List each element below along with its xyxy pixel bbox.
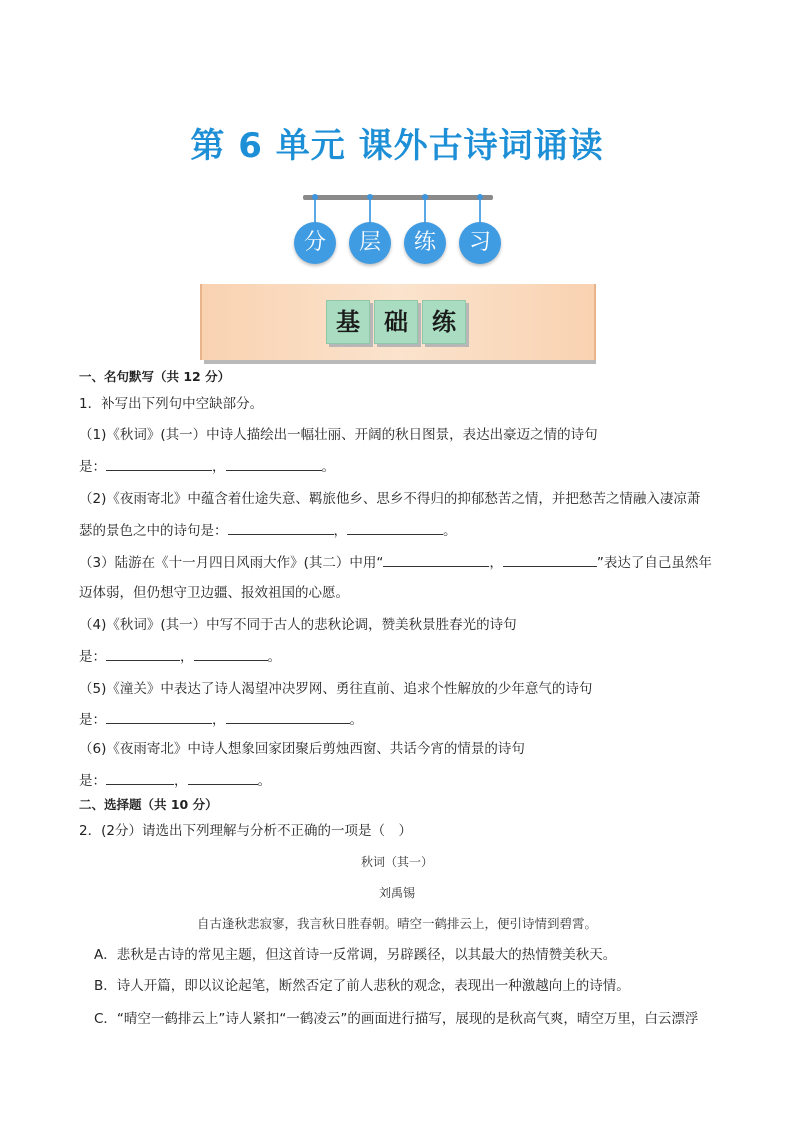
answer-blank[interactable] <box>228 521 334 535</box>
answer-blank[interactable] <box>503 553 597 567</box>
answer-blank[interactable] <box>194 647 268 661</box>
hanging-pin <box>479 197 481 223</box>
option-a: A．悲秋是古诗的常见主题，但这首诗一反常调，另辟蹊径，以其最大的热情赞美秋天。 <box>94 947 617 963</box>
end-mark: 。 <box>321 459 335 475</box>
layer-badge: 习 <box>459 222 501 264</box>
hanging-rail <box>303 195 493 200</box>
poem-author: 刘禹锡 <box>378 886 415 900</box>
layer-badge: 分 <box>294 222 336 264</box>
answer-prefix: 是： <box>79 649 106 665</box>
answer-blank[interactable] <box>106 710 212 724</box>
end-mark: 。 <box>267 649 281 665</box>
item-text: （2)《夜雨寄北》中蕴含着仕途失意、羁旅他乡、思乡不得归的抑郁愁苦之情，并把愁苦之情融入凄凉萧 <box>79 491 701 507</box>
answer-blank[interactable] <box>188 771 258 785</box>
separator: ， <box>489 555 503 571</box>
option-b: B．诗人开篇，即以议论起笔，断然否定了前人悲秋的观念，表现出一种激越向上的诗情。 <box>94 978 630 994</box>
answer-prefix: 是： <box>79 459 106 475</box>
item-text: （1)《秋词》(其一）中诗人描绘出一幅壮丽、开阔的秋日图景，表达出豪迈之情的诗句 <box>79 427 598 443</box>
section-heading: 一、名句默写（共 12 分） <box>79 369 231 384</box>
item-text: （5)《潼关》中表达了诗人渴望冲决罗网、勇往直前、追求个性解放的少年意气的诗句 <box>79 681 593 697</box>
separator: ， <box>212 712 226 728</box>
item-text: （4)《秋词》(其一）中写不同于古人的悲秋论调，赞美秋景胜春光的诗句 <box>79 617 517 633</box>
poem-text: 自古逢秋悲寂寥，我言秋日胜春朝。晴空一鹤排云上，便引诗情到碧霄。 <box>196 916 597 931</box>
hanging-pin <box>424 197 426 223</box>
separator: ， <box>174 773 188 789</box>
answer-blank[interactable] <box>226 457 322 471</box>
answer-prefix: 是： <box>79 773 106 789</box>
banner-char: 练 <box>422 300 466 344</box>
answer-line <box>79 771 271 790</box>
page-title: 第 6 单元 课外古诗词诵读 <box>190 126 604 166</box>
answer-line <box>79 647 281 666</box>
separator: ， <box>333 523 347 539</box>
hanging-pin <box>314 197 316 223</box>
separator: ， <box>180 649 194 665</box>
section-heading: 二、选择题（共 10 分） <box>79 797 218 812</box>
end-mark: 。 <box>257 773 271 789</box>
poem-title: 秋词（其一） <box>360 855 433 869</box>
end-mark: 。 <box>349 712 363 728</box>
item-text: 迈体弱，但仍想守卫边疆、报效祖国的心愿。 <box>79 585 349 601</box>
question-stem: 1．补写出下列句中空缺部分。 <box>79 396 264 412</box>
question-stem: 2．(2分）请选出下列理解与分析不正确的一项是（ ） <box>79 823 412 839</box>
end-mark: 。 <box>443 523 457 539</box>
answer-blank[interactable] <box>347 521 443 535</box>
answer-line <box>79 457 335 476</box>
answer-prefix: 是： <box>79 712 106 728</box>
answer-line <box>79 553 712 572</box>
layer-badge: 练 <box>404 222 446 264</box>
answer-prefix: 瑟的景色之中的诗句是： <box>79 523 228 539</box>
answer-line <box>79 710 363 729</box>
separator: ， <box>212 459 226 475</box>
answer-blank[interactable] <box>106 457 212 471</box>
answer-blank[interactable] <box>106 647 180 661</box>
option-c: C．“晴空一鹤排云上”诗人紧扣“一鹤凌云”的画面进行描写，展现的是秋高气爽，晴空万里，白云漂浮 <box>94 1011 699 1027</box>
layer-badge: 层 <box>349 222 391 264</box>
hanging-pin <box>369 197 371 223</box>
answer-prefix: （3）陆游在《十一月四日风雨大作》(其二）中用“ <box>79 555 384 571</box>
answer-blank[interactable] <box>383 553 489 567</box>
answer-blank[interactable] <box>226 710 350 724</box>
answer-blank[interactable] <box>106 771 174 785</box>
answer-line <box>79 521 457 540</box>
item-text: （6)《夜雨寄北》中诗人想象回家团聚后剪烛西窗、共话今宵的情景的诗句 <box>79 741 525 757</box>
answer-suffix: ”表达了自己虽然年 <box>596 555 712 571</box>
banner-char: 础 <box>374 300 418 344</box>
banner-char: 基 <box>326 300 370 344</box>
